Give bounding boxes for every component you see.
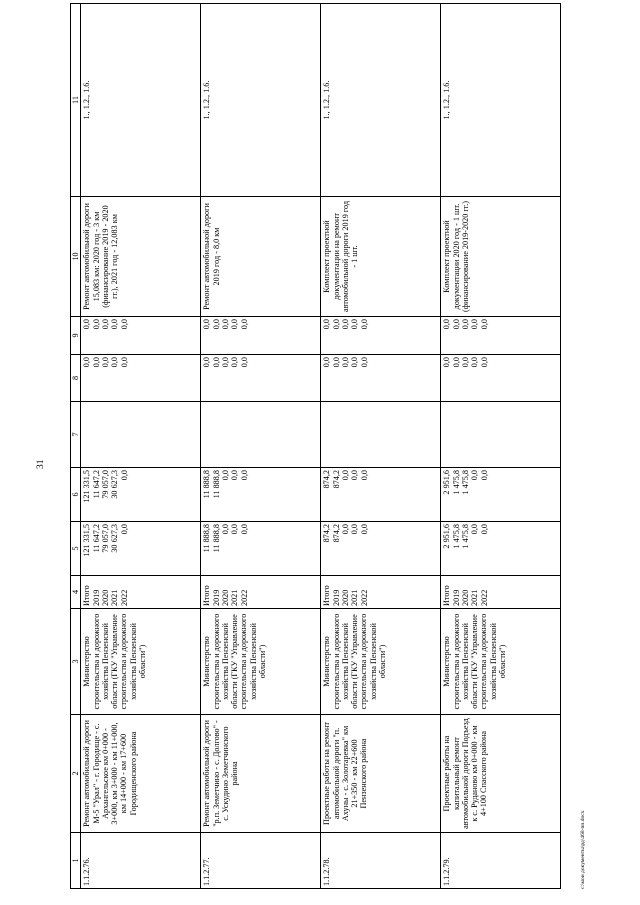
value-line: 0,0 xyxy=(322,319,332,330)
years-list xyxy=(441,576,561,609)
value-line: 0,0 xyxy=(202,357,212,368)
expected-result: Ремонт автомобильной дороги 2019 год - 8,0 км xyxy=(201,197,321,317)
expected-result: Ремонт автомобильной дороги 15,083 км: 2020 год - 3 км (финансирование 2019 - 2020 гг.), 2021 год - 12,083 км xyxy=(81,197,201,317)
measure-name: Проектные работы на капитальный ремонт автомобильной дороги Подъезд к с. Руданово км 0+000 - км 4+100 Спасского района xyxy=(441,715,561,833)
header-cell: 9 xyxy=(71,317,81,355)
value-line: 0,0 xyxy=(91,357,101,368)
value-line: 0,0 xyxy=(350,524,360,535)
value-line: 0,0 xyxy=(239,357,249,368)
value-line: 0,0 xyxy=(322,357,332,368)
value-line: 0,0 xyxy=(359,524,369,535)
executor: Министерство строительства и дорожного хозяйства Пензенской области (ГКУ "Управление строительства и дорожного хозяйства Пензенской области") xyxy=(201,609,321,715)
value-line: 2021 xyxy=(110,589,120,606)
value-line: 0,0 xyxy=(331,357,341,368)
value-line xyxy=(350,404,359,465)
value-line: 2020 xyxy=(461,589,471,606)
measure-name: Проектные работы на ремонт автомобильной дороги "п. Ахуны - с. Золотаревка" км 21+350 - км 22+600 Пензенского района xyxy=(321,715,441,833)
value-line: 0,0 xyxy=(461,357,471,368)
value-line xyxy=(82,404,91,465)
row-code: 1.1.2.78. xyxy=(321,833,441,889)
value-line: 0,0 xyxy=(350,357,360,368)
value-line: Итого xyxy=(202,585,212,606)
value-line: 0,0 xyxy=(110,357,120,368)
value-line: 11 888,8 xyxy=(211,524,221,553)
value-line: 0,0 xyxy=(470,357,480,368)
value-line: 2022 xyxy=(479,589,489,606)
value-line xyxy=(240,404,249,465)
page-number: 31 xyxy=(36,459,46,469)
value-line: 0,0 xyxy=(470,470,480,481)
value-line xyxy=(332,404,341,465)
header-cell: 1 xyxy=(71,833,81,889)
footer-path: c:\мои документы\рд\468-пп.docx xyxy=(580,810,586,889)
value-line: 79 057,0 xyxy=(101,470,111,499)
value-line: 121 331,5 xyxy=(82,524,92,557)
value-line: 0,0 xyxy=(239,524,249,535)
value-line: 0,0 xyxy=(479,470,489,481)
value-line xyxy=(360,404,369,465)
measure-name: Ремонт автомобильной дороги М-5 "Урал" - г. Городище - с. Архангельское км 0+000 - 3+000, км 3+000 - км 11+000, км 14+000 - км 17+600 Городищенского района xyxy=(81,715,201,833)
value-line xyxy=(322,404,331,465)
value-line xyxy=(461,404,470,465)
value-line: 2019 xyxy=(451,589,461,606)
value-line: 2022 xyxy=(359,589,369,606)
value-line: 2020 xyxy=(101,589,111,606)
value-line: 2019 xyxy=(211,589,221,606)
table-row xyxy=(441,4,561,889)
federal-values xyxy=(321,402,441,468)
value-line: 2019 xyxy=(331,589,341,606)
value-line xyxy=(212,404,221,465)
value-line: 0,0 xyxy=(470,319,480,330)
value-line: 0,0 xyxy=(211,319,221,330)
header-cell: 11 xyxy=(71,4,81,197)
value-line: 0,0 xyxy=(479,319,489,330)
value-line xyxy=(101,404,110,465)
expected-result: Комплект проектной документации на ремонт автомобильной дороги 2019 год - 1 шт. xyxy=(321,197,441,317)
total-values xyxy=(441,522,561,576)
header-cell: 8 xyxy=(71,355,81,402)
executor: Министерство строительства и дорожного хозяйства Пензенской области (ГКУ "Управление строительства и дорожного хозяйства Пензенской области") xyxy=(81,609,201,715)
value-line: Итого xyxy=(82,585,92,606)
value-line: 2022 xyxy=(239,589,249,606)
other-values xyxy=(81,317,201,355)
program-table xyxy=(70,3,561,889)
value-line: 0,0 xyxy=(479,357,489,368)
value-line: 1 475,8 xyxy=(451,470,461,495)
indicator-ref: 1., 1.2., 1.6. xyxy=(201,4,321,197)
value-line xyxy=(120,404,129,465)
header-cell: 3 xyxy=(71,609,81,715)
federal-values xyxy=(441,402,561,468)
value-line: 30 627,3 xyxy=(110,524,120,553)
indicator-ref: 1., 1.2., 1.6. xyxy=(321,4,441,197)
value-line: 0,0 xyxy=(91,319,101,330)
value-line xyxy=(452,404,461,465)
value-line: 2021 xyxy=(350,589,360,606)
header-cell: 4 xyxy=(71,576,81,609)
value-line: 874,2 xyxy=(322,524,332,543)
value-line: 874,2 xyxy=(331,470,341,489)
header-cell: 10 xyxy=(71,197,81,317)
value-line: 0,0 xyxy=(479,524,489,535)
value-line: 0,0 xyxy=(230,319,240,330)
value-line: 0,0 xyxy=(230,524,240,535)
value-line: 0,0 xyxy=(230,470,240,481)
table-body xyxy=(81,4,561,889)
years-list xyxy=(81,576,201,609)
value-line: 0,0 xyxy=(331,319,341,330)
expected-result: Комплект проектной документации 2020 год - 1 шт. (финансирование 2019-2020 гг.) xyxy=(441,197,561,317)
table-row xyxy=(201,4,321,889)
value-line: 11 888,8 xyxy=(211,470,221,499)
value-line: 0,0 xyxy=(119,319,129,330)
value-line: 0,0 xyxy=(359,319,369,330)
value-line: 0,0 xyxy=(350,470,360,481)
value-line: 2020 xyxy=(221,589,231,606)
value-line: 0,0 xyxy=(470,524,480,535)
value-line: 79 057,0 xyxy=(101,524,111,553)
value-line: 0,0 xyxy=(341,319,351,330)
value-line xyxy=(480,404,489,465)
row-code: 1.1.2.77. xyxy=(201,833,321,889)
value-line xyxy=(442,404,451,465)
value-line: 0,0 xyxy=(442,319,452,330)
value-line: 0,0 xyxy=(82,357,92,368)
value-line xyxy=(341,404,350,465)
value-line: 2 951,6 xyxy=(442,470,452,495)
other-values xyxy=(441,317,561,355)
value-line: 2 951,6 xyxy=(442,524,452,549)
header-cell: 5 xyxy=(71,522,81,576)
value-line: 0,0 xyxy=(239,470,249,481)
value-line: Итого xyxy=(322,585,332,606)
value-line: 0,0 xyxy=(451,319,461,330)
federal-values xyxy=(81,402,201,468)
value-line: 1 475,8 xyxy=(451,524,461,549)
value-line: 0,0 xyxy=(221,319,231,330)
value-line: 0,0 xyxy=(119,524,129,535)
value-line: 0,0 xyxy=(341,470,351,481)
local-values xyxy=(201,355,321,402)
executor: Министерство строительства и дорожного хозяйства Пензенской области (ГКУ "Управление строительства и дорожного хозяйства Пензенской области") xyxy=(321,609,441,715)
regional-values xyxy=(321,468,441,522)
row-code: 1.1.2.79. xyxy=(441,833,561,889)
value-line: 2020 xyxy=(341,589,351,606)
value-line: 0,0 xyxy=(101,357,111,368)
total-values xyxy=(321,522,441,576)
value-line: 1 475,8 xyxy=(461,470,471,495)
table-row xyxy=(81,4,201,889)
value-line: 874,2 xyxy=(322,470,332,489)
value-line xyxy=(221,404,230,465)
value-line: 0,0 xyxy=(341,524,351,535)
value-line: 0,0 xyxy=(350,319,360,330)
value-line: 0,0 xyxy=(221,470,231,481)
value-line: 0,0 xyxy=(82,319,92,330)
header-cell: 2 xyxy=(71,715,81,833)
federal-values xyxy=(201,402,321,468)
measure-name: Ремонт автомобильной дороги "р.п. Земетчино - с. Долгово" - с. Ускудино Земетчинского района xyxy=(201,715,321,833)
regional-values xyxy=(81,468,201,522)
value-line: 11 647,2 xyxy=(91,470,101,499)
total-values xyxy=(201,522,321,576)
value-line: 0,0 xyxy=(359,470,369,481)
value-line: 0,0 xyxy=(341,357,351,368)
value-line: 0,0 xyxy=(221,357,231,368)
value-line: 0,0 xyxy=(202,319,212,330)
value-line: 11 888,8 xyxy=(202,524,212,553)
value-line xyxy=(230,404,239,465)
local-values xyxy=(321,355,441,402)
value-line: 0,0 xyxy=(239,319,249,330)
value-line: 0,0 xyxy=(442,357,452,368)
value-line: 0,0 xyxy=(451,357,461,368)
value-line: 0,0 xyxy=(101,319,111,330)
value-line: 2021 xyxy=(230,589,240,606)
value-line: 874,2 xyxy=(331,524,341,543)
regional-values xyxy=(441,468,561,522)
value-line: Итого xyxy=(442,585,452,606)
value-line: 2022 xyxy=(119,589,129,606)
indicator-ref: 1., 1.2., 1.6. xyxy=(441,4,561,197)
value-line: 0,0 xyxy=(461,319,471,330)
value-line: 0,0 xyxy=(359,357,369,368)
local-values xyxy=(441,355,561,402)
value-line: 0,0 xyxy=(110,319,120,330)
other-values xyxy=(201,317,321,355)
total-values xyxy=(81,522,201,576)
value-line: 121 331,5 xyxy=(82,470,92,503)
local-values xyxy=(81,355,201,402)
value-line: 2021 xyxy=(470,589,480,606)
value-line: 11 647,2 xyxy=(91,524,101,553)
value-line: 11 888,8 xyxy=(202,470,212,499)
row-code: 1.1.2.76. xyxy=(81,833,201,889)
value-line xyxy=(92,404,101,465)
value-line: 0,0 xyxy=(211,357,221,368)
value-line xyxy=(202,404,211,465)
years-list xyxy=(201,576,321,609)
value-line: 0,0 xyxy=(119,357,129,368)
years-list xyxy=(321,576,441,609)
executor: Министерство строительства и дорожного хозяйства Пензенской области (ГКУ "Управление строительства и дорожного хозяйства Пензенской области") xyxy=(441,609,561,715)
value-line: 1 475,8 xyxy=(461,524,471,549)
other-values xyxy=(321,317,441,355)
value-line: 2019 xyxy=(91,589,101,606)
value-line: 0,0 xyxy=(230,357,240,368)
value-line xyxy=(110,404,119,465)
header-row xyxy=(71,4,81,889)
header-cell: 7 xyxy=(71,402,81,468)
indicator-ref: 1., 1.2., 1.6. xyxy=(81,4,201,197)
header-cell: 6 xyxy=(71,468,81,522)
table-row xyxy=(321,4,441,889)
value-line: 0,0 xyxy=(221,524,231,535)
value-line: 0,0 xyxy=(119,470,129,481)
value-line: 30 627,3 xyxy=(110,470,120,499)
regional-values xyxy=(201,468,321,522)
value-line xyxy=(470,404,479,465)
